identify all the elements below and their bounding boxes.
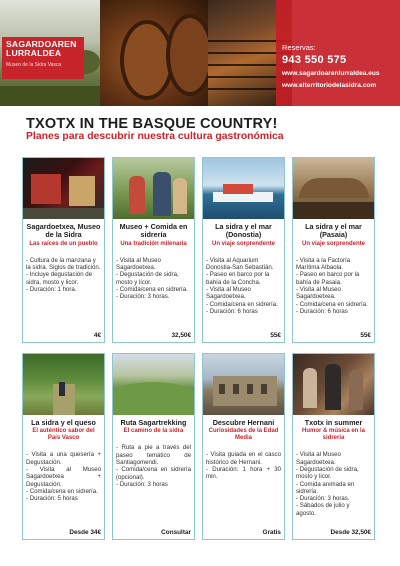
card-title: La sidra y el mar (Pasaia) [305,222,362,240]
card-price: 4€ [93,332,101,339]
card-title: La sidra y el mar (Donostia) [215,222,272,240]
card-price: Desde 32,50€ [330,529,371,536]
website-link-2[interactable]: www.elterritoriodelasidra.com [282,82,377,89]
hills-photo [113,354,194,415]
card-title: Txotx in summer [304,418,363,427]
card-description: - Visita al Aquarium Donostia-San Sebastián. - Paseo en barco por la bahía de la Concha. - Visita al Museo Sagardoetxea. - Comida/cena en sidrería. - Duración: 6 horas [206,256,278,315]
orchard-people-photo [113,158,194,219]
card-tagline: Las raíces de un pueblo [29,240,98,247]
card-museo-sidra[interactable] [22,157,105,343]
card-title: La sidra y el queso [31,418,96,427]
cider-house-photo [293,354,374,415]
card-sagartrekking[interactable] [112,353,195,540]
card-title: Museo + Comida en sidrería [119,222,188,240]
card-tagline: Un viaje sorprendente [211,240,276,247]
card-sidra-mar-pasaia[interactable] [292,157,375,343]
old-town-photo [203,354,284,415]
header-banner [0,0,400,106]
reservations-label: Reservas: [282,43,316,52]
card-tagline: El camino de la sidra [123,428,184,435]
card-descubre-hernani[interactable] [202,353,285,540]
card-description: - Visita a la Factoría Marítima Albaola. - Paseo en barco por la bahía de Pasaia. - Visita al Museo Sagardoetxea. - Comida/cena en sidrería. - Duración: 6 horas [296,256,368,315]
green-path-photo [23,354,104,415]
card-description: - Visita guiada en el casco histórico de Hernani. - Duración: 1 hora + 30 min. [206,451,281,481]
card-title: Sagardoetxea, Museo de la Sidra [26,222,101,240]
website-link-1[interactable]: www.sagardoarenlurraldea.eus [282,70,380,77]
card-description: - Visita al Museo Sagardoetxea. - Degustación de sidra, mosto y licor. - Comida animada en sidrería. - Duración: 3 horas. - Sábados de julio y agosto. [296,451,359,517]
card-description: - Visita a una quesería + Degustación. - Visita al Museo Sagardoetxea + Degustación. - Comida/cena en sidrería. - Duración: 5 horas [26,451,101,503]
logo-line-1: SAGARDOAREN [6,39,77,49]
logo-subtitle: Museo de la Sidra Vasca [6,62,62,68]
card-tagline: El auténtico sabor del País Vasco [32,428,95,442]
card-sidra-mar-donostia[interactable] [202,157,285,343]
card-tagline: Curiosidades de la Edad Media [208,428,279,442]
page-title: TXOTX IN THE BASQUE COUNTRY! [26,116,278,132]
card-description: - Visita al Museo Sagardoetxea. - Degustación de sidra, mosto y licor. - Comida/cena en sidrería. - Duración: 3 horas. [116,256,188,301]
card-price: Consultar [161,529,191,536]
card-title: Ruta Sagartrekking [120,418,187,427]
card-tagline: Una tradición milenaria [120,240,187,247]
card-price: 55€ [270,332,281,339]
card-tagline: Humor & música en la sidrería [301,428,366,442]
card-txotx-summer[interactable] [292,353,375,540]
reservations-info [282,43,398,90]
page-subtitle: Planes para descubrir nuestra cultura gastronómica [26,131,284,142]
shipyard-photo [293,158,374,219]
card-tagline: Un viaje sorprendente [301,240,366,247]
card-sidra-queso[interactable] [22,353,105,540]
brand-logo[interactable] [2,37,84,79]
card-description: - Ruta a pie a través del paseo temático de Santiagomendi. - Comida/cena en sidrería (opcional). - Duración: 3 horas [116,444,191,488]
barrels-photo [100,0,208,106]
card-description: - Cultura de la manzana y la sidra. Siglos de tradición. - Incluye degustación de sidra, mosto y licor. - Duración: 1 hora. [26,256,101,293]
bay-boat-photo [203,158,284,219]
card-price: Gratis [262,529,281,536]
museum-photo [23,158,104,219]
card-price: 55€ [360,332,371,339]
card-title: Descubre Hernani [212,418,275,427]
card-price: Desde 34€ [69,529,101,536]
reservations-phone[interactable]: 943 550 575 [282,54,347,66]
logo-line-2: LURRALDEA [6,48,62,58]
card-price: 32,50€ [171,332,191,339]
card-museo-comida[interactable] [112,157,195,343]
